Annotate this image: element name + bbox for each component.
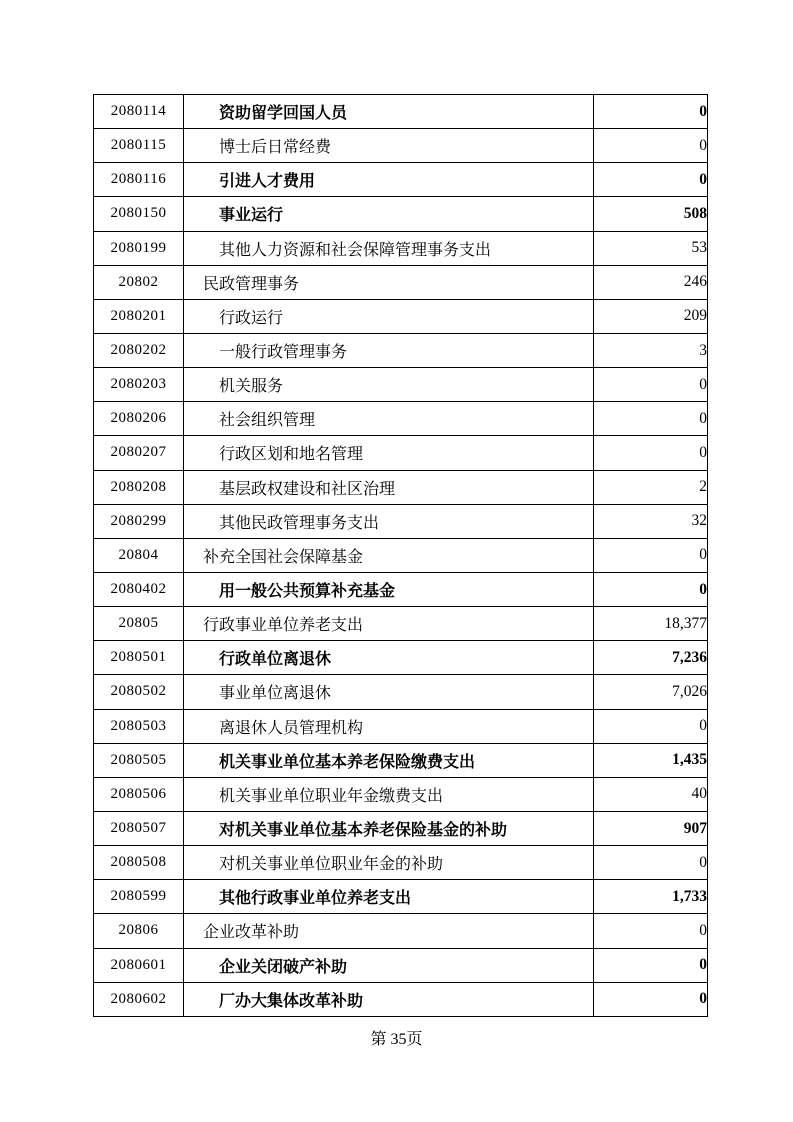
budget-value-cell: 246: [594, 265, 708, 299]
table-row: [94, 504, 708, 538]
budget-value-cell: 0: [594, 538, 708, 572]
table-row: [94, 368, 708, 402]
budget-name-cell: 用一般公共预算补充基金: [184, 572, 594, 606]
budget-value-cell: 0: [594, 402, 708, 436]
budget-name-cell: 离退休人员管理机构: [184, 709, 594, 743]
budget-code-cell: 20802: [94, 265, 184, 299]
budget-value-cell: 0: [594, 129, 708, 163]
table-row: [94, 299, 708, 333]
budget-name-cell: 其他民政管理事务支出: [184, 504, 594, 538]
table-row: [94, 197, 708, 231]
budget-value-cell: 1,435: [594, 743, 708, 777]
table-row: [94, 402, 708, 436]
budget-name-cell: 行政区划和地名管理: [184, 436, 594, 470]
budget-name-cell: 补充全国社会保障基金: [184, 538, 594, 572]
budget-name-cell: 机关事业单位职业年金缴费支出: [184, 777, 594, 811]
budget-code-cell: 2080507: [94, 811, 184, 845]
budget-code-cell: 2080199: [94, 231, 184, 265]
budget-name-cell: 一般行政管理事务: [184, 333, 594, 367]
budget-name-cell: 其他人力资源和社会保障管理事务支出: [184, 231, 594, 265]
budget-value-cell: 0: [594, 914, 708, 948]
budget-code-cell: 2080602: [94, 982, 184, 1016]
budget-code-cell: 20805: [94, 607, 184, 641]
table-row: [94, 129, 708, 163]
budget-name-cell: 企业改革补助: [184, 914, 594, 948]
budget-name-cell: 民政管理事务: [184, 265, 594, 299]
budget-name-cell: 对机关事业单位基本养老保险基金的补助: [184, 811, 594, 845]
table-row: [94, 95, 708, 129]
budget-value-cell: 0: [594, 982, 708, 1016]
budget-name-cell: 基层政权建设和社区治理: [184, 470, 594, 504]
budget-value-cell: 0: [594, 948, 708, 982]
budget-code-cell: 2080599: [94, 880, 184, 914]
budget-name-cell: 厂办大集体改革补助: [184, 982, 594, 1016]
budget-value-cell: 0: [594, 368, 708, 402]
budget-value-cell: 18,377: [594, 607, 708, 641]
table-row: [94, 265, 708, 299]
budget-code-cell: 2080208: [94, 470, 184, 504]
budget-code-cell: 2080206: [94, 402, 184, 436]
budget-name-cell: 机关事业单位基本养老保险缴费支出: [184, 743, 594, 777]
budget-code-cell: 2080299: [94, 504, 184, 538]
page-number-footer: 第 35页: [370, 1031, 423, 1048]
budget-value-cell: 0: [594, 572, 708, 606]
table-row: [94, 982, 708, 1016]
budget-value-cell: 2: [594, 470, 708, 504]
budget-code-cell: 2080505: [94, 743, 184, 777]
budget-value-cell: 53: [594, 231, 708, 265]
budget-code-cell: 2080114: [94, 95, 184, 129]
table-row: [94, 777, 708, 811]
table-body: [94, 95, 708, 1017]
table-row: [94, 436, 708, 470]
table-row: [94, 572, 708, 606]
budget-name-cell: 企业关闭破产补助: [184, 948, 594, 982]
budget-value-cell: 907: [594, 811, 708, 845]
budget-code-cell: 2080150: [94, 197, 184, 231]
table-row: [94, 675, 708, 709]
table-row: [94, 709, 708, 743]
table-row: [94, 743, 708, 777]
budget-value-cell: 0: [594, 436, 708, 470]
table-row: [94, 231, 708, 265]
budget-expenditure-table: [93, 94, 708, 1017]
budget-name-cell: 事业单位离退休: [184, 675, 594, 709]
budget-name-cell: 博士后日常经费: [184, 129, 594, 163]
budget-code-cell: 2080502: [94, 675, 184, 709]
table-row: [94, 846, 708, 880]
budget-name-cell: 事业运行: [184, 197, 594, 231]
budget-value-cell: 0: [594, 163, 708, 197]
table-row: [94, 811, 708, 845]
budget-code-cell: 2080503: [94, 709, 184, 743]
budget-name-cell: 行政单位离退休: [184, 641, 594, 675]
budget-value-cell: 7,236: [594, 641, 708, 675]
budget-value-cell: 32: [594, 504, 708, 538]
budget-name-cell: 其他行政事业单位养老支出: [184, 880, 594, 914]
budget-name-cell: 机关服务: [184, 368, 594, 402]
table-row: [94, 641, 708, 675]
budget-code-cell: 2080202: [94, 333, 184, 367]
budget-code-cell: 2080402: [94, 572, 184, 606]
budget-value-cell: 0: [594, 709, 708, 743]
table-row: [94, 163, 708, 197]
budget-name-cell: 社会组织管理: [184, 402, 594, 436]
budget-code-cell: 2080116: [94, 163, 184, 197]
budget-code-cell: 2080207: [94, 436, 184, 470]
budget-code-cell: 2080203: [94, 368, 184, 402]
budget-value-cell: 0: [594, 95, 708, 129]
budget-code-cell: 2080201: [94, 299, 184, 333]
budget-name-cell: 对机关事业单位职业年金的补助: [184, 846, 594, 880]
budget-name-cell: 行政运行: [184, 299, 594, 333]
table-row: [94, 333, 708, 367]
budget-code-cell: 2080501: [94, 641, 184, 675]
budget-value-cell: 1,733: [594, 880, 708, 914]
table-row: [94, 607, 708, 641]
budget-value-cell: 0: [594, 846, 708, 880]
budget-code-cell: 2080115: [94, 129, 184, 163]
table-row: [94, 538, 708, 572]
table-row: [94, 880, 708, 914]
budget-code-cell: 2080601: [94, 948, 184, 982]
budget-value-cell: 209: [594, 299, 708, 333]
table-row: [94, 470, 708, 504]
budget-value-cell: 508: [594, 197, 708, 231]
budget-value-cell: 40: [594, 777, 708, 811]
budget-code-cell: 2080508: [94, 846, 184, 880]
budget-code-cell: 20804: [94, 538, 184, 572]
budget-name-cell: 行政事业单位养老支出: [184, 607, 594, 641]
budget-code-cell: 2080506: [94, 777, 184, 811]
budget-name-cell: 引进人才费用: [184, 163, 594, 197]
budget-name-cell: 资助留学回国人员: [184, 95, 594, 129]
table-row: [94, 914, 708, 948]
table-row: [94, 948, 708, 982]
budget-code-cell: 20806: [94, 914, 184, 948]
budget-value-cell: 3: [594, 333, 708, 367]
budget-value-cell: 7,026: [594, 675, 708, 709]
